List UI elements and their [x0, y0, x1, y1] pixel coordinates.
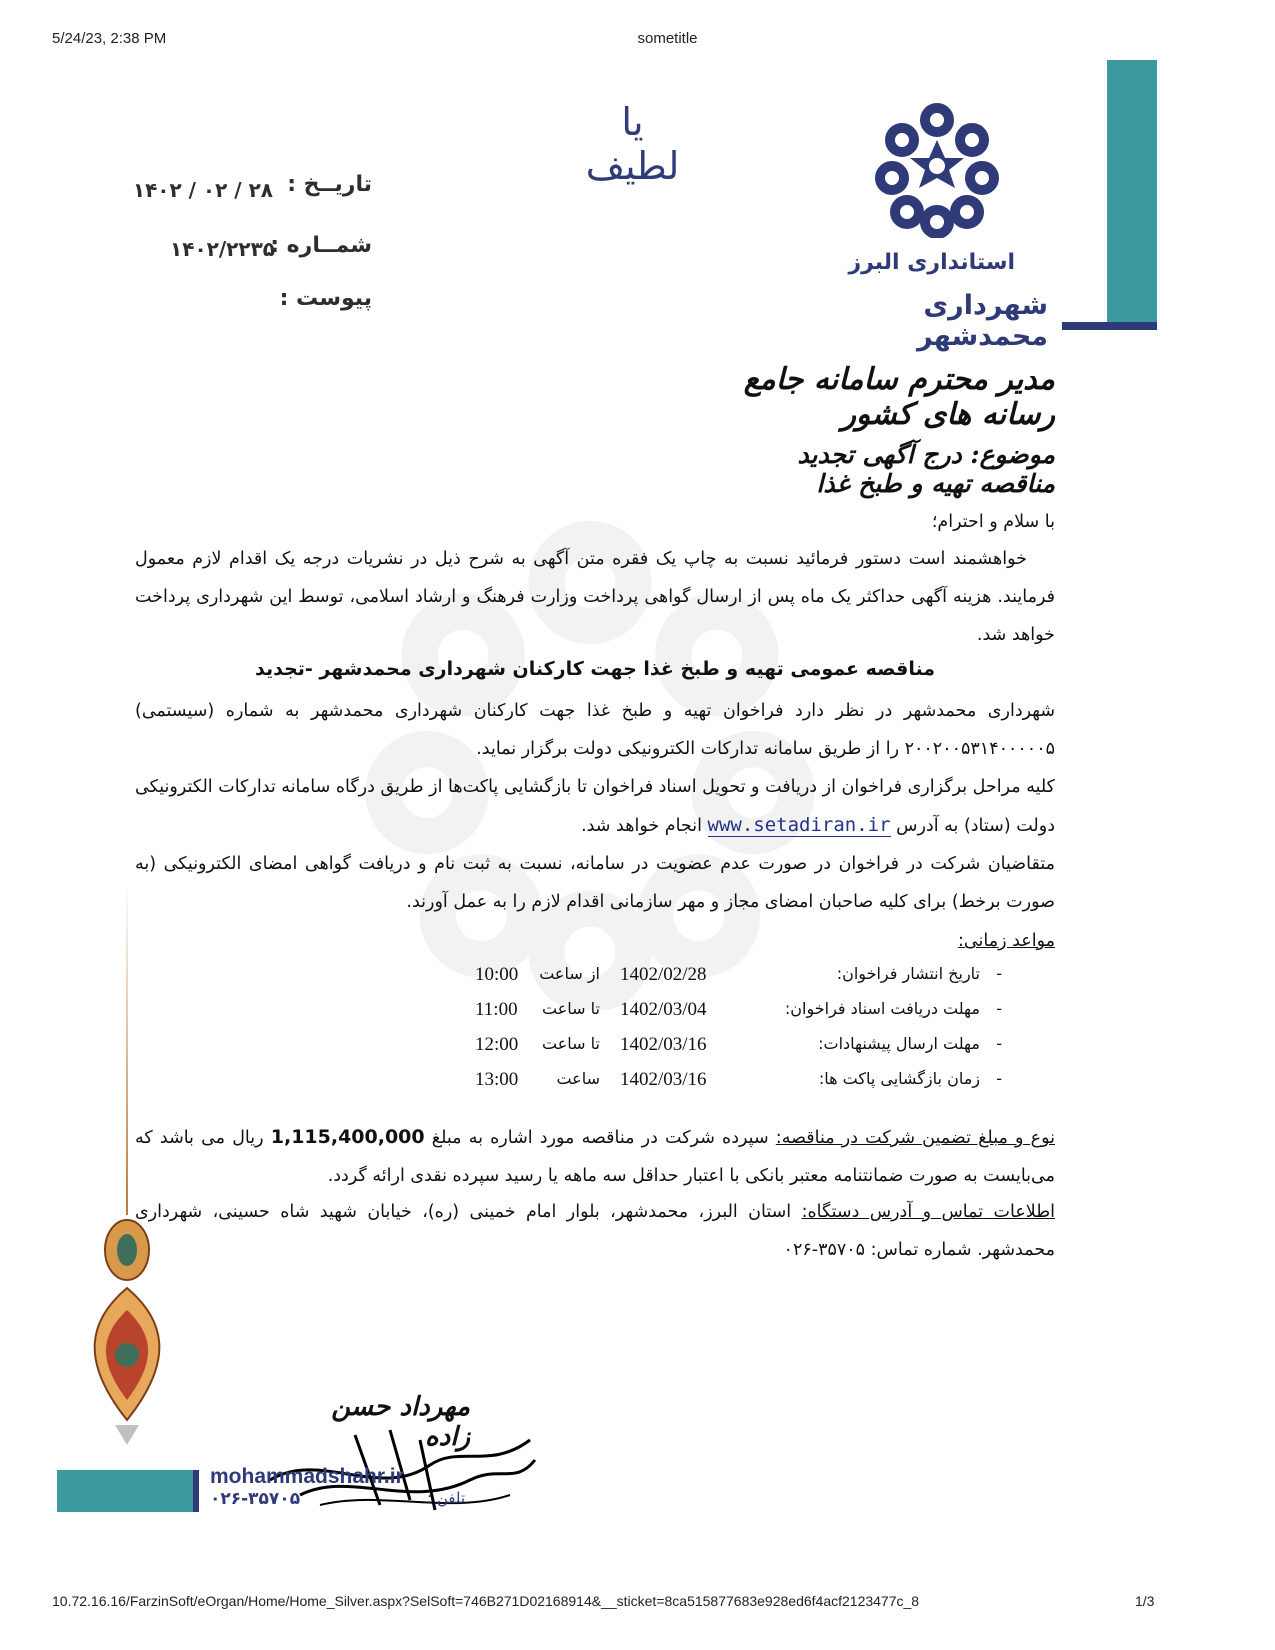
subject: موضوع: درج آگهی تجدید مناقصه تهیه و طبخ غذا	[797, 440, 1055, 498]
schedule-time: 12:00	[475, 1034, 519, 1055]
contact-label: اطلاعات تماس و آدرس دستگاه:	[801, 1202, 1055, 1222]
signatory-name: مهرداد حسن زاده	[331, 1392, 470, 1452]
schedule-time-label: تا ساعت	[542, 999, 600, 1018]
org-line2: شهرداری محمدشهر	[916, 290, 1048, 352]
schedule-row	[475, 1069, 1060, 1101]
footer-website: mohammadshahr.ir	[210, 1465, 404, 1488]
org-line1: استانداری البرز	[848, 250, 1015, 275]
schedule-time-label: ساعت	[556, 1069, 600, 1088]
schedule-row	[475, 999, 1060, 1031]
notice-para2: کلیه مراحل برگزاری فراخوان از دریافت و تحویل اسناد فراخوان تا بازگشایی پاکت‌ها از طریق درگاه سامانه تدارکات الکترونیکی دولت (ستاد) به آدرس www.setadiran.ir انجام خواهد شد.	[135, 777, 1055, 836]
schedule-heading: مواعد زمانی:	[958, 931, 1055, 951]
navy-side-underline	[1062, 322, 1157, 330]
date-value: ۱۴۰۲ / ۰۲ / ۲۸	[132, 178, 273, 202]
notice-title: مناقصه عمومی تهیه و طبخ غذا جهت کارکنان شهرداری محمدشهر -تجدید	[255, 658, 935, 680]
guarantee-label: نوع و مبلغ تضمین شرکت در مناقصه:	[775, 1128, 1055, 1148]
schedule-dash: -	[996, 999, 1002, 1018]
schedule-dash: -	[996, 1069, 1002, 1088]
intro-paragraph: خواهشمند است دستور فرمائید نسبت به چاپ یک فقره متن آگهی به شرح ذیل در نشریات درجه یک اقدام لازم معمول فرمایند. هزینه آگهی حداکثر یک ماه پس از ارسال گواهی پرداخت وزارت فرهنگ و ارشاد اسلامی، توسط این شهرداری پرداخت خواهد شد.	[135, 549, 1055, 645]
schedule-label: تاریخ انتشار فراخوان:	[836, 964, 980, 983]
greeting: با سلام و احترام؛	[931, 512, 1055, 532]
number-label: شمــاره :	[270, 233, 372, 258]
schedule-row	[475, 964, 1060, 996]
notice-para3: متقاضیان شرکت در فراخوان در صورت عدم عضویت در سامانه، نسبت به ثبت نام و دریافت گواهی امضای الکترونیکی (به صورت برخط) برای کلیه صاحبان امضای مجاز و مهر سازمانی اقدام لازم را به عمل آورند.	[135, 854, 1055, 912]
schedule-dash: -	[996, 964, 1002, 983]
footer-teal-block	[57, 1470, 193, 1512]
contact-paragraph: اطلاعات تماس و آدرس دستگاه: استان البرز، محمدشهر، بلوار امام خمینی (ره)، خیابان شهید شاه حسینی، شهرداری محمدشهر. شماره تماس: ۳۵۷۰۵-۰۲۶	[135, 1202, 1055, 1260]
ornament-medallion	[75, 1210, 180, 1460]
schedule-label: مهلت ارسال پیشنهادات:	[818, 1034, 980, 1053]
notice-para1: شهرداری محمدشهر در نظر دارد فراخوان تهیه و طبخ غذا جهت کارکنان شهرداری محمدشهر به شماره (سیستمی) ۲۰۰۲۰۰۵۳۱۴۰۰۰۰۰۵ را از طریق سامانه تدارکات الکترونیکی دولت برگزار نماید.	[135, 701, 1055, 759]
schedule-date: 1402/02/28	[620, 964, 707, 985]
schedule-label: زمان بازگشایی پاکت ها:	[818, 1069, 980, 1088]
schedule-label: مهلت دریافت اسناد فراخوان:	[784, 999, 980, 1018]
footer-navy-divider	[193, 1470, 199, 1512]
teal-side-bar	[1107, 60, 1157, 324]
schedule-time-label: از ساعت	[539, 964, 600, 983]
schedule-time-label: تا ساعت	[542, 1034, 600, 1053]
schedule-date: 1402/03/16	[620, 1069, 707, 1090]
guarantee-paragraph: نوع و مبلغ تضمین شرکت در مناقصه: سپرده شرکت در مناقصه مورد اشاره به مبلغ 1,115,400,000 ریال می باشد که می‌بایست به صورت ضمانتنامه معتبر بانکی با اعتبار حداقل سه ماهه یا رسید سپرده نقدی ارائه گردد.	[135, 1126, 1055, 1186]
guarantee-amount: 1,115,400,000	[270, 1126, 425, 1148]
print-url: 10.72.16.16/FarzinSoft/eOrgan/Home/Home_Silver.aspx?SelSoft=746B271D02168914&__sticket=8ca515877683e928ed6f4acf2123477c_8	[52, 1593, 920, 1609]
schedule-row	[475, 1034, 1060, 1066]
schedule-date: 1402/03/16	[620, 1034, 707, 1055]
date-label: تاریــخ :	[287, 172, 372, 197]
ornament-line	[126, 880, 128, 1215]
invocation-calligraphy: یا لطیف	[585, 100, 680, 188]
print-datetime: 5/24/23, 2:38 PM	[52, 30, 167, 47]
number-value: ۱۴۰۲/۲۲۳۵	[170, 237, 275, 261]
schedule-date: 1402/03/04	[620, 999, 707, 1020]
municipality-logo	[872, 100, 1002, 238]
schedule-time: 10:00	[475, 964, 519, 985]
addressee: مدیر محترم سامانه جامع رسانه های کشور	[743, 362, 1055, 432]
print-title: sometitle	[637, 30, 698, 47]
footer-phone: ۰۲۶-۳۵۷۰۵	[210, 1489, 301, 1509]
attachment-label: پیوست :	[279, 286, 372, 311]
schedule-dash: -	[996, 1034, 1002, 1053]
schedule-time: 11:00	[475, 999, 518, 1020]
footer-phone-label: تلفن :	[427, 1489, 465, 1507]
setad-link[interactable]: www.setadiran.ir	[707, 814, 891, 836]
print-page-number: 1/3	[1135, 1593, 1155, 1609]
schedule-time: 13:00	[475, 1069, 519, 1090]
